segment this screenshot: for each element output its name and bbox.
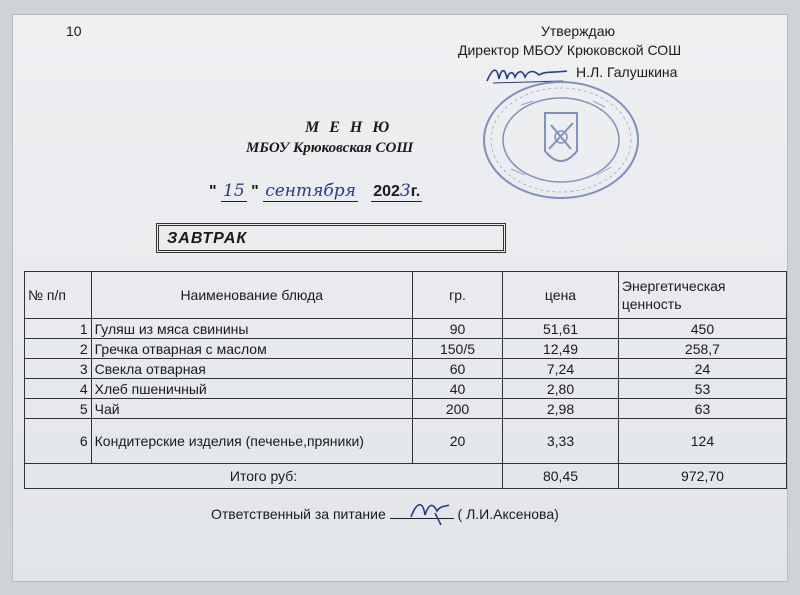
header-name: Наименование блюда [91, 272, 412, 319]
responsible-line [211, 506, 559, 522]
row-energy: 24 [618, 359, 786, 379]
row-energy: 53 [618, 379, 786, 399]
director-line: Директор МБОУ Крюковской СОШ [458, 42, 682, 58]
row-gr: 200 [412, 399, 502, 419]
approve-label: Утверждаю [541, 23, 615, 39]
menu-date [209, 181, 422, 202]
row-price: 3,33 [503, 419, 619, 464]
row-gr: 60 [412, 359, 502, 379]
date-year-hand: 3 [399, 181, 411, 201]
table-header-row [25, 272, 787, 319]
date-open-quote: " [209, 183, 217, 200]
director-name: Н.Л. Галушкина [576, 64, 678, 80]
total-energy: 972,70 [618, 464, 786, 489]
row-energy: 258,7 [618, 339, 786, 359]
row-price: 2,80 [503, 379, 619, 399]
header-price: цена [503, 272, 619, 319]
table-row [25, 359, 787, 379]
row-gr: 150/5 [412, 339, 502, 359]
row-energy: 63 [618, 399, 786, 419]
row-num: 1 [25, 319, 92, 339]
table-row [25, 419, 787, 464]
row-name: Свекла отварная [91, 359, 412, 379]
row-price: 7,24 [503, 359, 619, 379]
row-gr: 90 [412, 319, 502, 339]
header-num: № п/п [25, 272, 92, 319]
document-sheet [12, 14, 788, 582]
row-num: 3 [25, 359, 92, 379]
page-number: 10 [66, 23, 82, 39]
date-year: 202 [373, 183, 400, 200]
responsible-name: ( Л.И.Аксенова) [457, 506, 559, 522]
date-month: сентября [265, 181, 356, 201]
table-row [25, 319, 787, 339]
responsible-signature-icon [405, 493, 465, 527]
table-total-row [25, 464, 787, 489]
menu-title: М Е Н Ю [305, 119, 393, 136]
row-num: 6 [25, 419, 92, 464]
row-name: Гуляш из мяса свинины [91, 319, 412, 339]
row-gr: 40 [412, 379, 502, 399]
row-name: Чай [91, 399, 412, 419]
date-day: 15 [223, 181, 245, 201]
round-stamp-icon [481, 79, 641, 201]
row-name: Хлеб пшеничный [91, 379, 412, 399]
meal-box [156, 223, 506, 253]
meal-title: ЗАВТРАК [167, 230, 248, 247]
row-num: 4 [25, 379, 92, 399]
date-mid-quote: " [251, 183, 259, 200]
row-price: 51,61 [503, 319, 619, 339]
school-name: МБОУ Крюковская СОШ [246, 140, 414, 156]
row-gr: 20 [412, 419, 502, 464]
table-row [25, 339, 787, 359]
row-name: Кондитерские изделия (печенье,пряники) [91, 419, 412, 464]
row-num: 5 [25, 399, 92, 419]
total-price: 80,45 [503, 464, 619, 489]
responsible-label: Ответственный за питание [211, 506, 386, 522]
row-price: 2,98 [503, 399, 619, 419]
date-suffix: г. [410, 183, 421, 200]
header-energy: Энергетическая ценность [618, 272, 786, 319]
table-row [25, 379, 787, 399]
row-energy: 124 [618, 419, 786, 464]
total-label: Итого руб: [25, 464, 503, 489]
row-num: 2 [25, 339, 92, 359]
row-energy: 450 [618, 319, 786, 339]
header-gr: гр. [412, 272, 502, 319]
menu-table [24, 271, 787, 489]
table-row [25, 399, 787, 419]
row-price: 12,49 [503, 339, 619, 359]
row-name: Гречка отварная с маслом [91, 339, 412, 359]
